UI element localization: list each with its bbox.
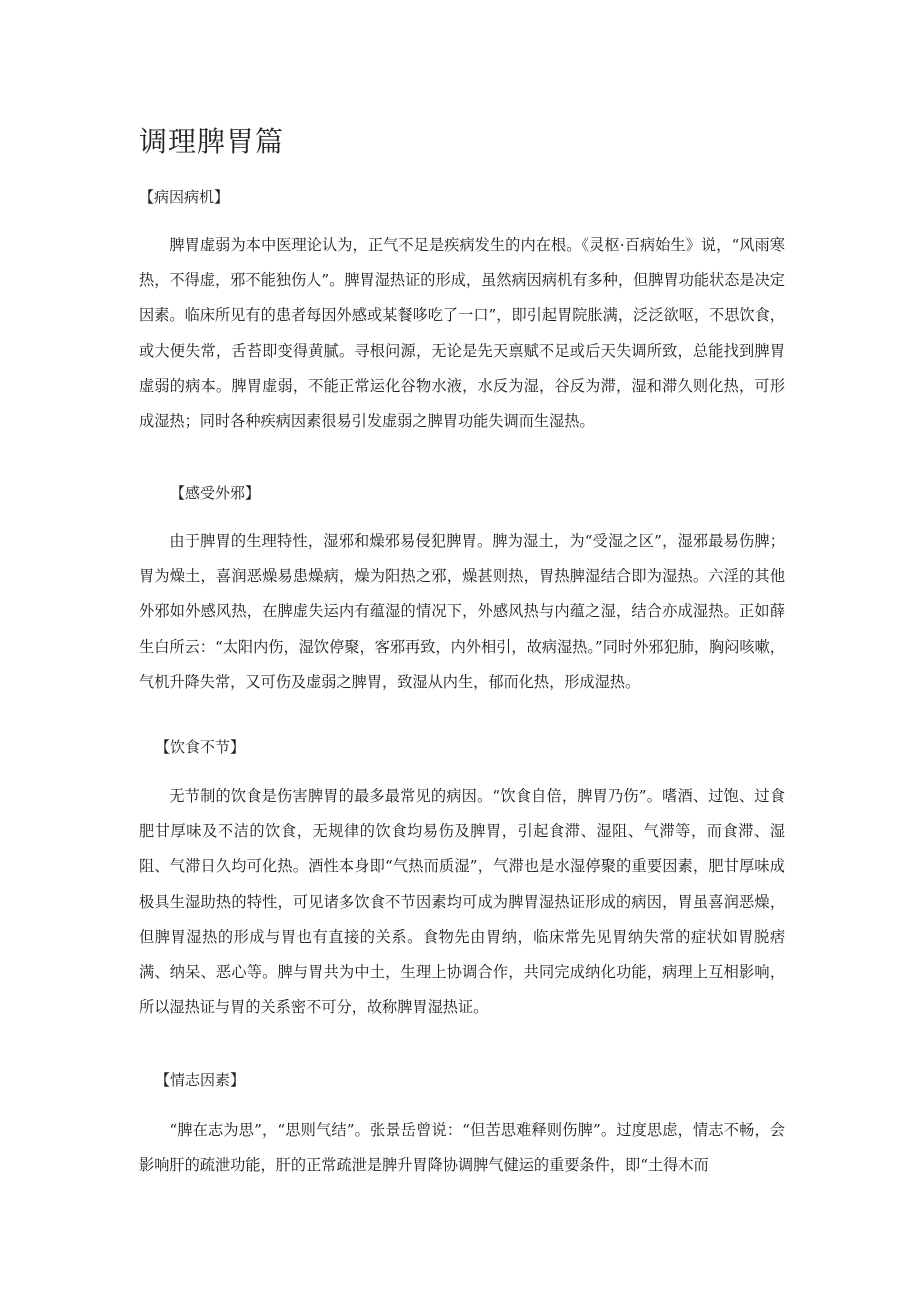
section-body-diet: 无节制的饮食是伤害脾胃的最多最常见的病因。“饮食自倍，脾胃乃伤”。嗜酒、过饱、过食肥甘厚味及不洁的饮食，无规律的饮食均易伤及脾胃，引起食滞、湿阻、气滞等，而食滞、湿阻、气滞日久均可化热。酒性本身即“气热而质湿”，气滞也是水湿停聚的重要因素，肥甘厚味成极具生湿助热的特性，可见诸多饮食不节因素均可成为脾胃湿热证形成的病因，胃虽喜润恶燥，但脾胃湿热的形成与胃也有直接的关系。食物先由胃纳，临床常先见胃纳失常的症状如胃脱痞满、纳呆、恶心等。脾与胃共为中土，生理上协调合作，共同完成纳化功能，病理上互相影响，所以湿热证与胃的关系密不可分，故称脾胃湿热证。 xyxy=(139,787,785,1017)
section-body-emotions: “脾在志为思”，“思则气结”。张景岳曾说：“但苦思难释则伤脾”。过度思虑，情志不畅，会影响肝的疏泄功能，肝的正常疏泄是脾升胃降协调脾气健运的重要条件，即“土得木而 xyxy=(139,1121,785,1175)
page-title: 调理脾胃篇 xyxy=(139,125,285,158)
section-heading-etiology: 【病因病机】 xyxy=(139,188,230,206)
section-body-external-pathogens: 由于脾胃的生理特性，湿邪和燥邪易侵犯脾胃。脾为湿土，为“受湿之区”，湿邪最易伤脾；胃为燥土，喜润恶燥易患燥病，燥为阳热之邪，燥甚则热，胃热脾湿结合即为湿热。六淫的其他外邪如外感风热，在脾虚失运内有蕴湿的情况下，外感风热与内蕴之湿，结合亦成湿热。正如薛生白所云：“太阳内伤，湿饮停聚，客邪再致，内外相引，故病湿热。”同时外邪犯肺，胸闷咳嗽，气机升降失常，又可伤及虚弱之脾胃，致湿从内生，郁而化热，形成湿热。 xyxy=(139,532,785,691)
section-body-etiology: 脾胃虚弱为本中医理论认为，正气不足是疾病发生的内在根。《灵枢·百病始生》说，“风雨寒热，不得虚，邪不能独伤人”。脾胃湿热证的形成，虽然病因病机有多种，但脾胃功能状态是决定因素。临床所见有的患者每因外感或某餐哆吃了一口”，即引起胃院胀满，泛泛欲呕，不思饮食，或大便失常，舌苔即变得黄腻。寻根问源，无论是先天禀赋不足或后天失调所致，总能找到脾胃虚弱的病本。脾胃虚弱，不能正常运化谷物水液，水反为湿，谷反为滞，湿和滞久则化热，可形成湿热；同时各种疾病因素很易引发虚弱之脾胃功能失调而生湿热。 xyxy=(139,236,785,431)
section-heading-emotions: 【情志因素】 xyxy=(155,1071,246,1089)
section-heading-diet: 【饮食不节】 xyxy=(155,738,246,756)
section-heading-external-pathogens: 【感受外邪】 xyxy=(170,484,261,502)
